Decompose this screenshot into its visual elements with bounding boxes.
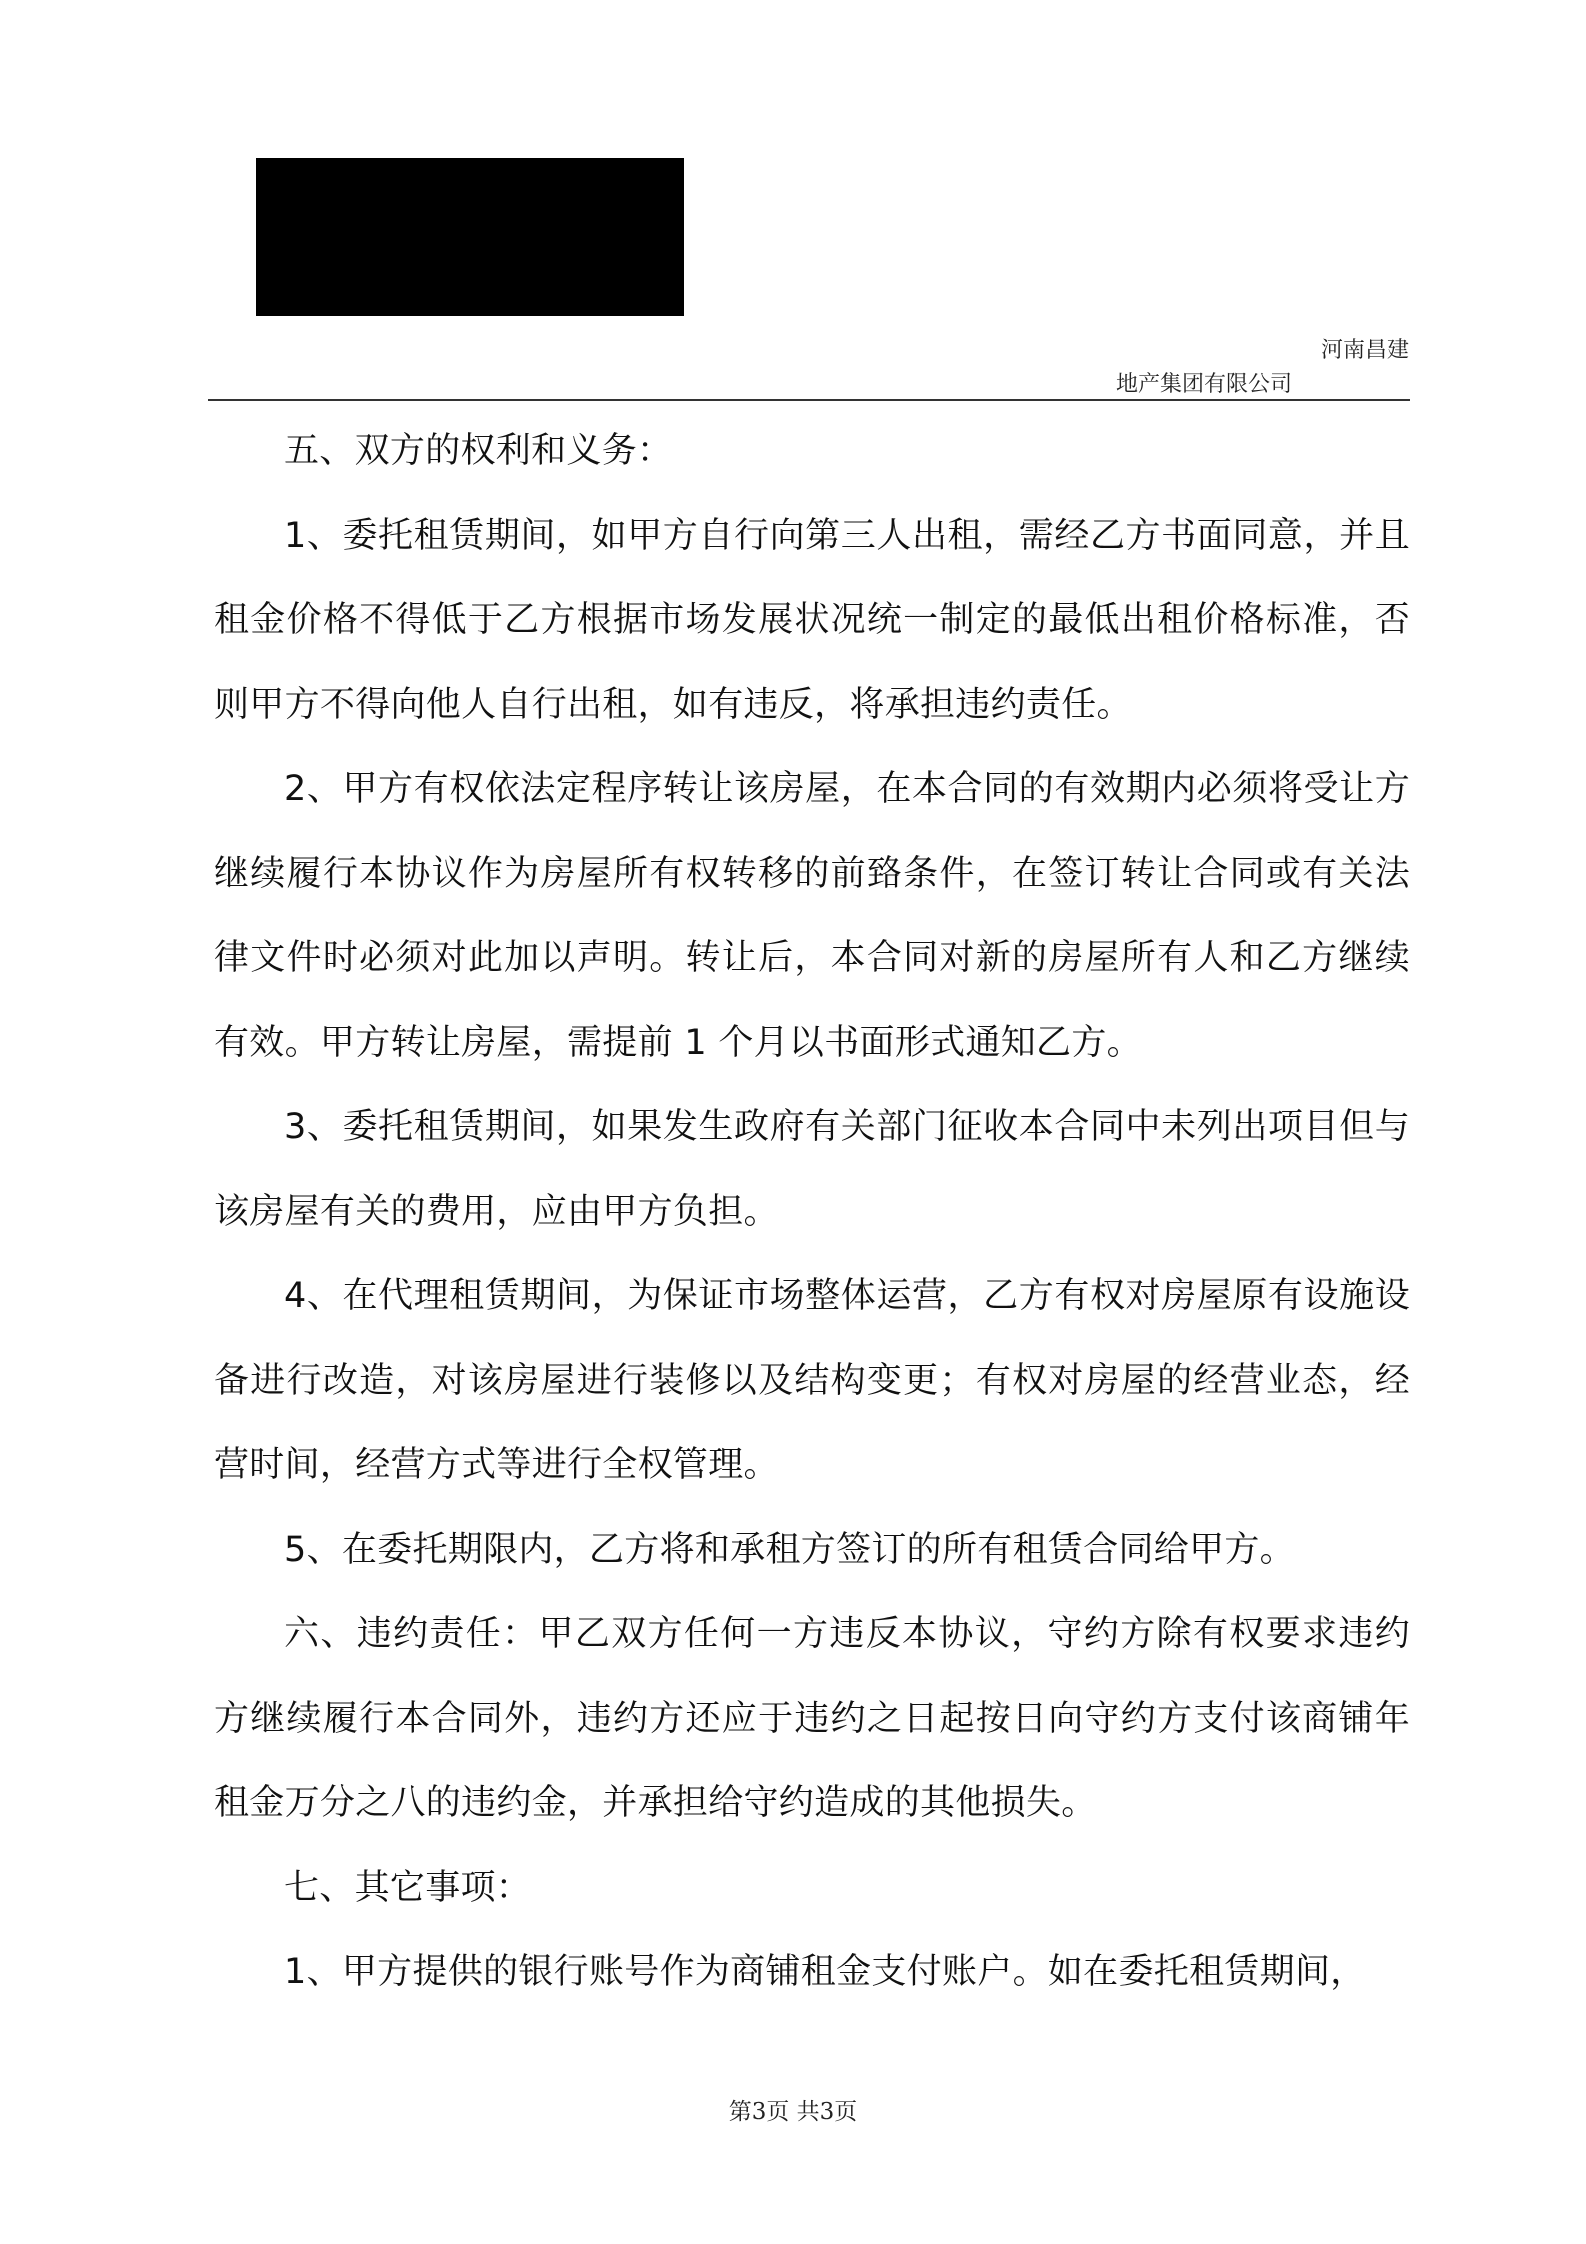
header-company-name — [969, 334, 1409, 402]
section-heading-rights-obligations: 五、双方的权利和义务： — [284, 431, 673, 471]
header-company-line-2: 地产集团有限公司 — [1115, 372, 1292, 397]
section-heading-other-matters: 七、其它事项： — [284, 1867, 532, 1908]
header-divider — [208, 399, 1410, 401]
clause-paragraph: 1、委托租赁期间，如甲方自行向第三人出租，需经乙方书面同意，并且租金价格不得低于乙方根据市场发展状况统一制定的最低出租价格标准，否则甲方不得向他人自行出租，如有违反，将承担违约责任。 — [214, 515, 1410, 725]
section-breach-liability: 六、违约责任：甲乙双方任何一方违反本协议，守约方除有权要求违约方继续履行本合同外，违约方还应于违约之日起按日向守约方支付该商铺年租金万分之八的违约金，并承担给守约造成的其他损失。 — [214, 1614, 1410, 1823]
clause-paragraph: 1、甲方提供的银行账号作为商铺租金支付账户。如在委托租赁期间， — [284, 1952, 1366, 1992]
clause-paragraph: 5、在委托期限内，乙方将和承租方签订的所有租赁合同给甲方。 — [284, 1529, 1295, 1570]
clause-paragraph: 4、在代理租赁期间，为保证市场整体运营，乙方有权对房屋原有设施设备进行改造，对该房屋进行装修以及结构变更；有权对房屋的经营业态，经营时间，经营方式等进行全权管理。 — [214, 1276, 1410, 1485]
document-body — [214, 409, 1410, 2015]
page-number: 第3页 共3页 — [728, 2099, 858, 2125]
header-company-line-1: 河南昌建 — [1320, 338, 1409, 363]
clause-paragraph: 3、委托租赁期间，如果发生政府有关部门征收本合同中未列出项目但与该房屋有关的费用，应由甲方负担。 — [214, 1107, 1410, 1232]
redacted-logo-block — [256, 158, 684, 316]
clause-paragraph: 2、甲方有权依法定程序转让该房屋，在本合同的有效期内必须将受让方继续履行本协议作为房屋所有权转移的前臵条件，在签订转让合同或有关法律文件时必须对此加以声明。转让后，本合同对新的房屋所有人和乙方继续有效。甲方转让房屋，需提前 1 个月以书面形式通知乙方。 — [214, 769, 1410, 1063]
